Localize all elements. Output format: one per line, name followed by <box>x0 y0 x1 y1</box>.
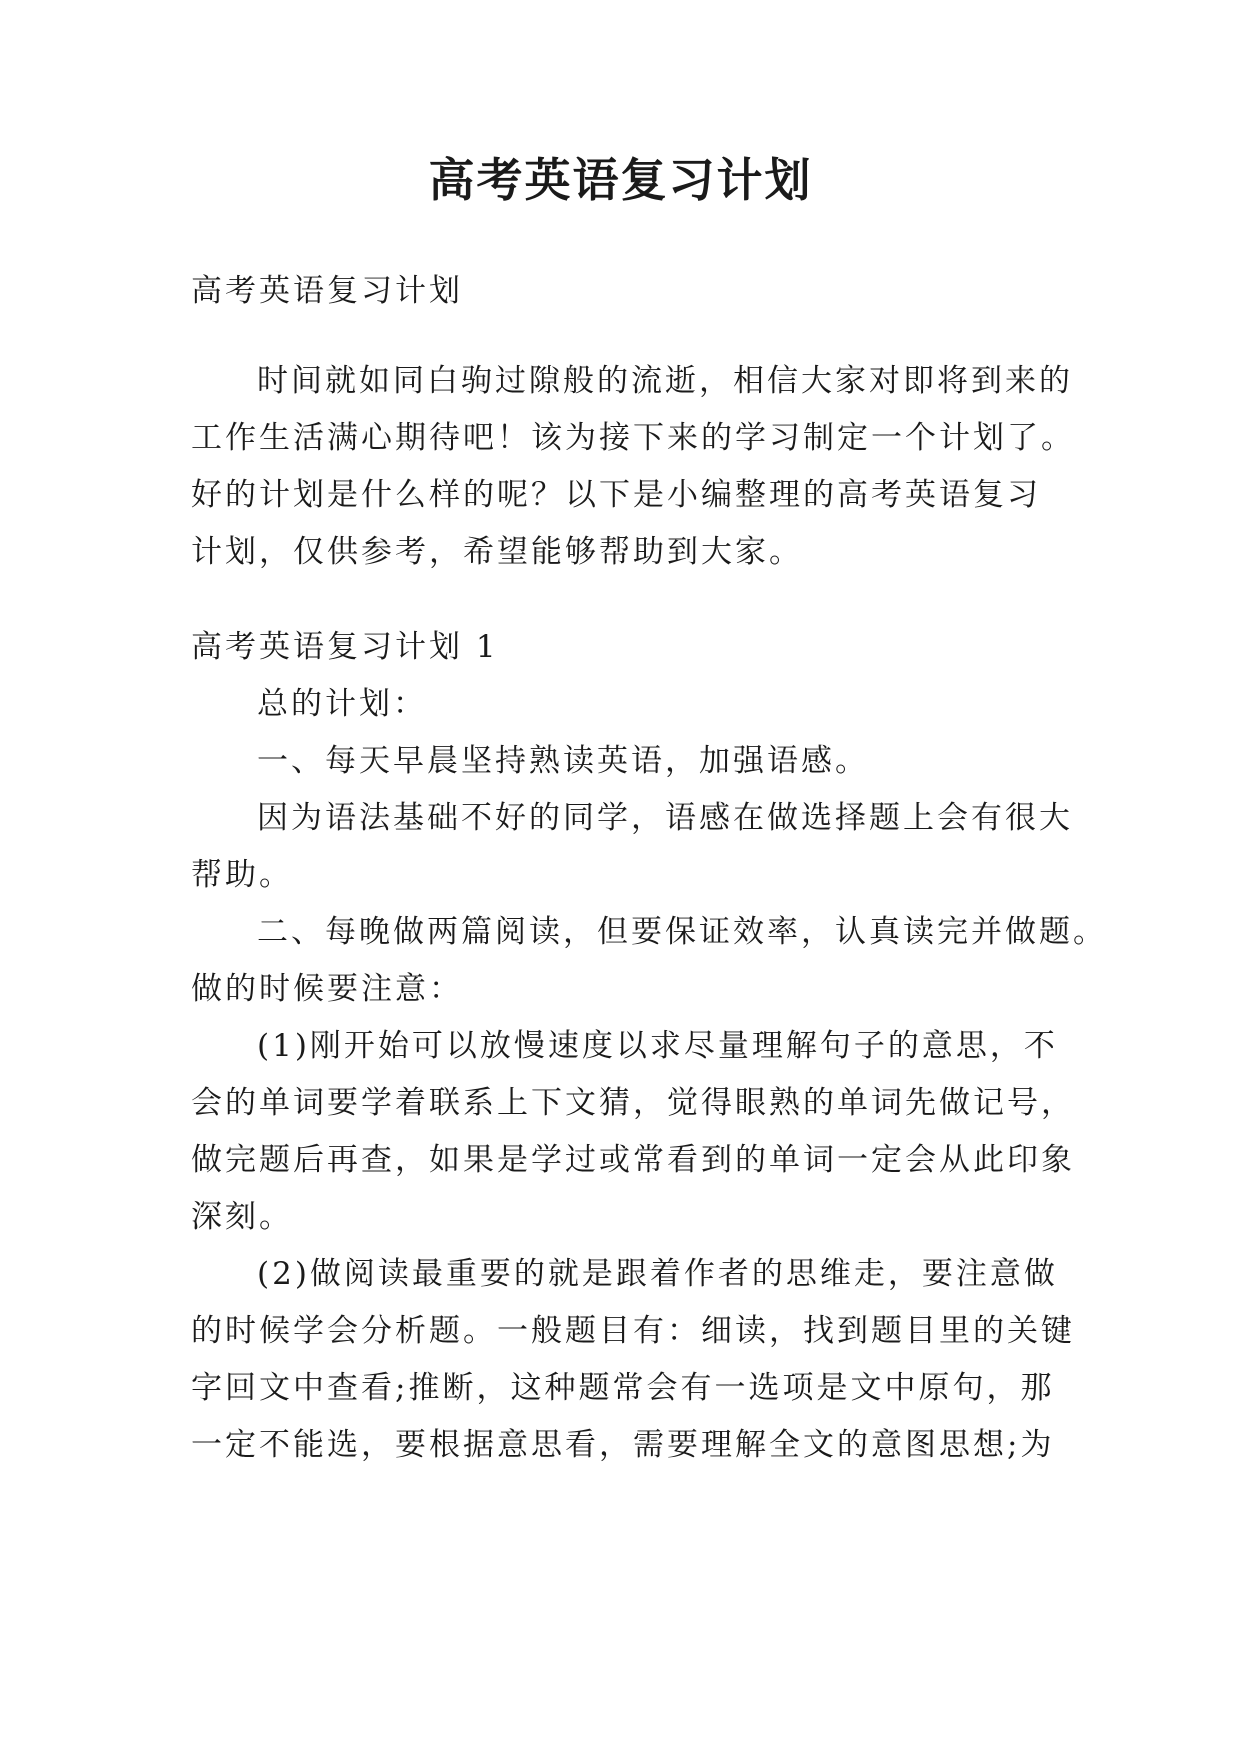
body-line: 做的时候要注意： <box>191 971 463 1007</box>
intro-line: 时间就如同白驹过隙般的流逝，相信大家对即将到来的 <box>257 363 1073 399</box>
section1-heading <box>191 619 1071 676</box>
subtitle-line: 高考英语复习计划 <box>191 273 463 309</box>
body-line: 因为语法基础不好的同学，语感在做选择题上会有很大 <box>257 800 1073 836</box>
body-line: 帮助。 <box>191 857 293 893</box>
body-line: (2)做阅读最重要的就是跟着作者的思维走，要注意做 <box>257 1256 1058 1292</box>
body-line: 做完题后再查，如果是学过或常看到的单词一定会从此印象 <box>191 1142 1075 1178</box>
intro-line: 工作生活满心期待吧！该为接下来的学习制定一个计划了。 <box>191 420 1075 456</box>
intro-line: 好的计划是什么样的呢？以下是小编整理的高考英语复习 <box>191 477 1041 513</box>
body-line: (1)刚开始可以放慢速度以求尽量理解句子的意思，不 <box>257 1028 1058 1064</box>
document-subtitle <box>191 263 1071 320</box>
body-line: 会的单词要学着联系上下文猜，觉得眼熟的单词先做记号， <box>191 1085 1075 1121</box>
body-line: 字回文中查看;推断，这种题常会有一选项是文中原句，那 <box>191 1370 1055 1406</box>
body-line: 的时候学会分析题。一般题目有：细读，找到题目里的关键 <box>191 1313 1075 1349</box>
body-line: 一定不能选，要根据意思看，需要理解全文的意图思想;为 <box>191 1427 1055 1463</box>
intro-line: 计划，仅供参考，希望能够帮助到大家。 <box>191 534 803 570</box>
section1-body <box>191 676 1107 1474</box>
intro-paragraph <box>191 353 1075 581</box>
body-line: 一、每天早晨坚持熟读英语，加强语感。 <box>257 743 869 779</box>
section-heading-line: 高考英语复习计划 1 <box>191 629 499 665</box>
body-line: 总的计划： <box>257 686 427 722</box>
body-line: 二、每晚做两篇阅读，但要保证效率，认真读完并做题。 <box>257 914 1107 950</box>
document-title: 高考英语复习计划 <box>428 153 813 207</box>
body-line: 深刻。 <box>191 1199 293 1235</box>
